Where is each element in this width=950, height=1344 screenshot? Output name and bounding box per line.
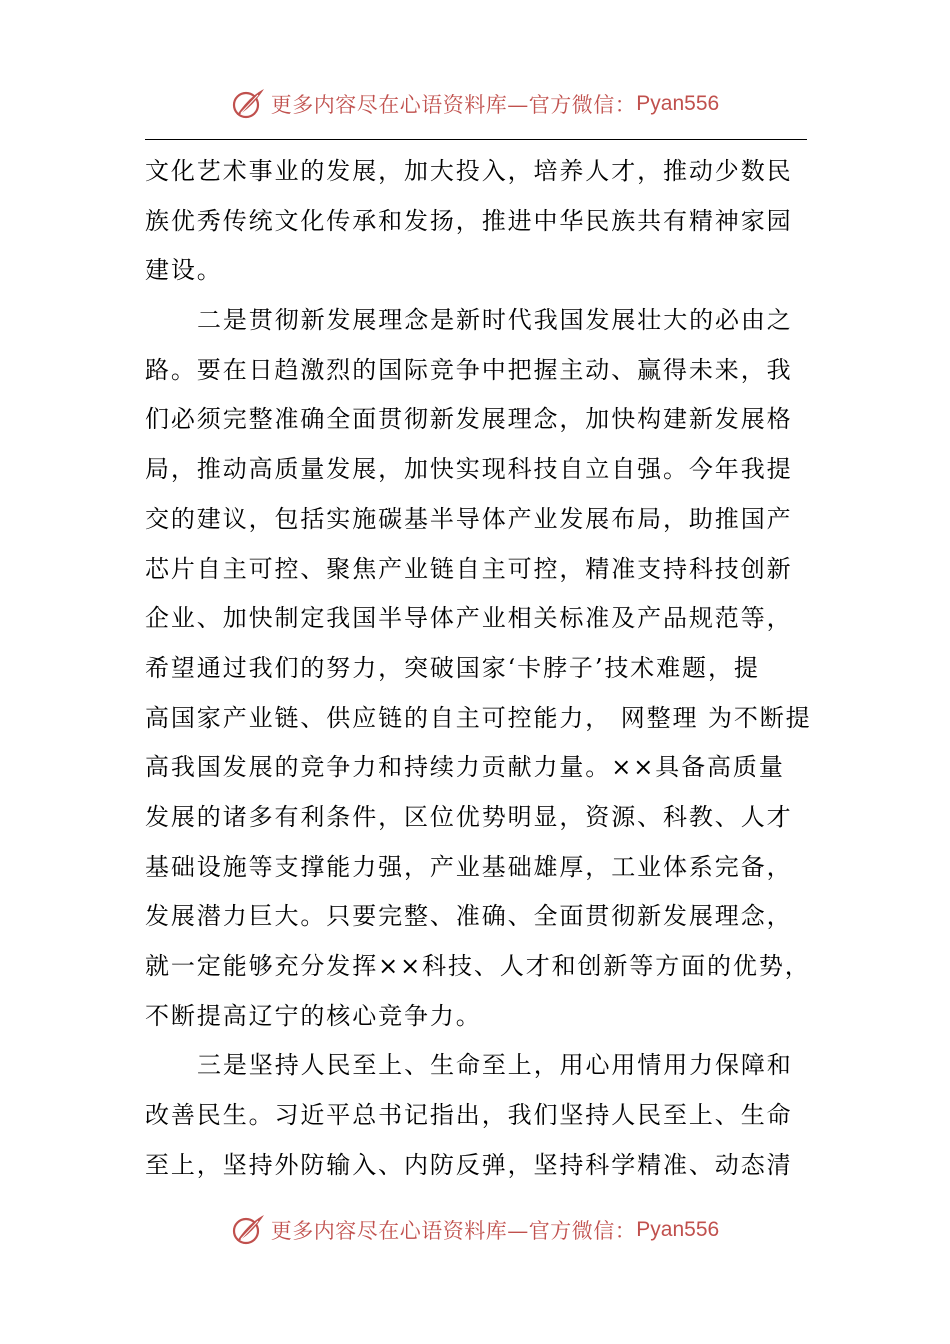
footer-banner	[0, 1210, 950, 1250]
banner-text: 更多内容尽在心语资料库—官方微信：	[270, 1219, 637, 1243]
text-line: 不断提高辽宁的核心竞争力。	[145, 1001, 482, 1030]
text-line: 芯片自主可控、聚焦产业链自主可控，精准支持科技创新	[145, 554, 793, 583]
text-line: 局，推动高质量发展，加快实现科技自立自强。今年我提	[145, 455, 793, 484]
text-line: 交的建议，包括实施碳基半导体产业发展布局，助推国产	[145, 504, 793, 533]
paragraph	[145, 147, 825, 296]
text-line: 基础设施等支撑能力强，产业基础雄厚，工业体系完备，	[145, 852, 793, 881]
text-line: 三是坚持人民至上、生命至上，用心用情用力保障和	[197, 1051, 793, 1080]
text-line: 就一定能够充分发挥××科技、人才和创新等方面的优势，	[145, 952, 811, 980]
text-line: 发展潜力巨大。只要完整、准确、全面贯彻新发展理念，	[145, 902, 793, 931]
text-line: 至上，坚持外防输入、内防反弹，坚持科学精准、动态清	[145, 1150, 793, 1179]
banner-text: 更多内容尽在心语资料库—官方微信：	[270, 93, 637, 117]
text-line: 路。要在日趋激烈的国际竞争中把握主动、赢得未来，我	[145, 355, 793, 384]
text-line: 改善民生。习近平总书记指出，我们坚持人民至上、生命	[145, 1101, 793, 1130]
paragraph	[145, 1041, 825, 1190]
text-line: 企业、加快制定我国半导体产业相关标准及产品规范等，	[145, 604, 793, 633]
text-line: 高国家产业链、供应链的自主可控能力， 网整理 为不断提	[145, 703, 812, 732]
paragraph	[145, 296, 825, 1041]
quill-logo-icon	[231, 1212, 267, 1248]
text-line: 高我国发展的竞争力和持续力贡献力量。××具备高质量	[145, 753, 785, 782]
header-rule	[145, 139, 807, 140]
text-line: 建设。	[145, 256, 223, 285]
header-banner	[0, 84, 950, 124]
banner-wechat-id: Pyan556	[636, 92, 720, 115]
banner-wechat-id: Pyan556	[636, 1218, 720, 1241]
text-line: 希望通过我们的努力，突破国家‘卡脖子’技术难题，提	[145, 653, 760, 682]
quill-logo-icon	[231, 86, 267, 122]
text-line: 发展的诸多有利条件，区位优势明显，资源、科教、人才	[145, 802, 793, 831]
text-line: 二是贯彻新发展理念是新时代我国发展壮大的必由之	[197, 306, 793, 335]
text-line: 们必须完整准确全面贯彻新发展理念，加快构建新发展格	[145, 405, 793, 434]
text-line: 族优秀传统文化传承和发扬，推进中华民族共有精神家园	[145, 206, 793, 235]
text-line: 文化艺术事业的发展，加大投入，培养人才，推动少数民	[145, 157, 793, 185]
document-body	[145, 147, 825, 1190]
